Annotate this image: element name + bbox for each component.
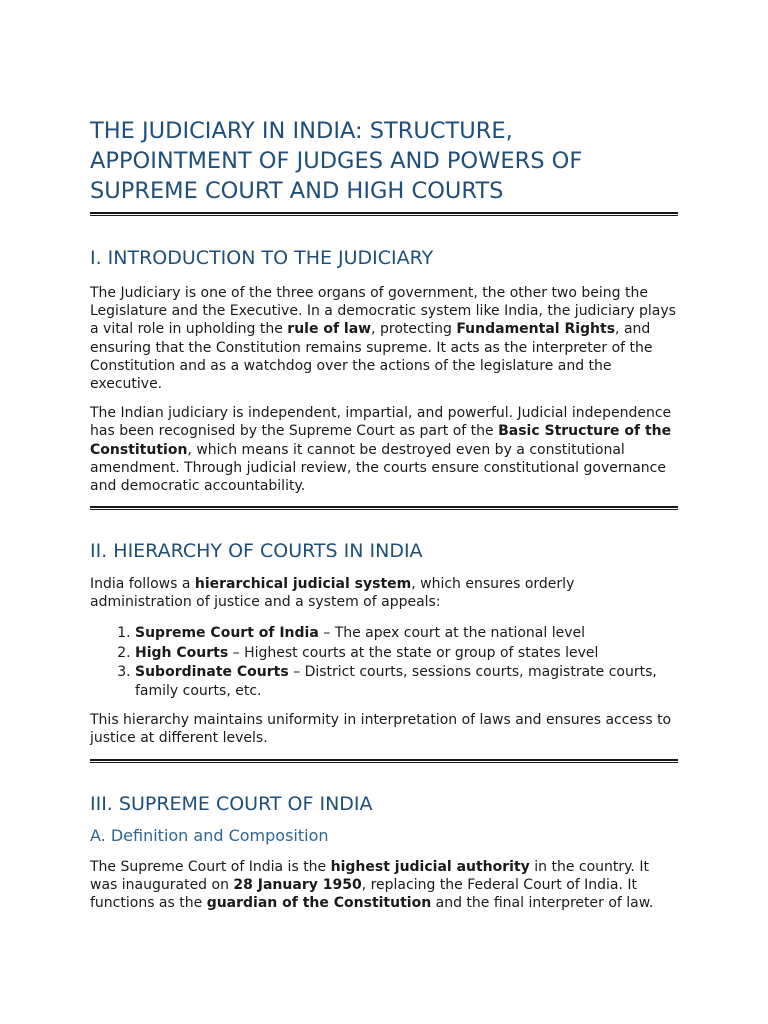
text-run: India follows a: [90, 576, 195, 593]
list-item-text: – District courts, sessions courts, magistrate courts, family courts, etc.: [135, 663, 657, 699]
list-item: [135, 663, 680, 701]
hierarchy-intro-paragraph: [90, 575, 680, 611]
text-run: in the country. It was inaugurated on: [90, 859, 649, 894]
subsection-heading-definition: A. Definition and Composition: [90, 826, 329, 846]
bold-term-inauguration-date: 28 January 1950: [233, 877, 362, 894]
text-run: , protecting: [371, 321, 457, 338]
section-divider: [90, 506, 678, 510]
text-run: , replacing the Federal Court of India. It functions as the: [90, 877, 638, 912]
text-run: , and ensuring that the Constitution remains supreme. It acts as the interpreter of the Constitution and as a watchdog over the actions of the legislature and the executive.: [90, 321, 653, 393]
document-title: THE JUDICIARY IN INDIA: STRUCTURE, APPOINTMENT OF JUDGES AND POWERS OF SUPREME COURT AND HIGH COURTS: [90, 118, 583, 204]
list-item-text: – The apex court at the national level: [318, 624, 586, 641]
section-heading-introduction: I. INTRODUCTION TO THE JUDICIARY: [90, 247, 434, 269]
bold-term-guardian: guardian of the Constitution: [206, 895, 432, 912]
bold-term-rule-of-law: rule of law: [287, 321, 372, 338]
bold-term-hierarchical-system: hierarchical judicial system: [194, 576, 412, 593]
supreme-court-paragraph: [90, 858, 680, 913]
hierarchy-outro-paragraph: This hierarchy maintains uniformity in interpretation of laws and ensures access to justice at different levels.: [90, 711, 672, 746]
list-item: [135, 623, 680, 643]
text-run: , which ensures orderly administration of justice and a system of appeals:: [90, 576, 575, 611]
intro-paragraph-1: [90, 284, 680, 393]
list-item-bold: Supreme Court of India: [135, 624, 319, 641]
bold-term-highest-authority: highest judicial authority: [330, 859, 530, 876]
intro-paragraph-2: [90, 404, 680, 495]
text-run: The Indian judiciary is independent, impartial, and powerful. Judicial independence has been recognised by the Supreme Court as part of the: [90, 405, 672, 440]
section-heading-supreme-court: III. SUPREME COURT OF INDIA: [90, 793, 373, 816]
list-item: [135, 643, 680, 663]
bold-term-fundamental-rights: Fundamental Rights: [456, 321, 616, 338]
text-run: and the final interpreter of law.: [431, 895, 654, 912]
text-run: The Judiciary is one of the three organs of government, the other two being the Legislature and the Executive. In a democratic system like India, the judiciary plays a vital role in upholding the: [90, 285, 676, 338]
text-run: The Supreme Court of India is the: [90, 859, 331, 876]
document-page: [90, 116, 680, 913]
court-hierarchy-list: [90, 623, 680, 701]
list-item-text: – Highest courts at the state or group of states level: [228, 644, 599, 661]
title-divider: [90, 212, 678, 216]
list-item-bold: High Courts: [135, 644, 229, 661]
list-item-bold: Subordinate Courts: [135, 663, 289, 680]
text-run: , which means it cannot be destroyed even by a constitutional amendment. Through judicial review, the courts ensure constitutional governance and democratic accountability.: [90, 441, 666, 495]
bold-term-basic-structure: Basic Structure of the Constitution: [90, 423, 672, 458]
section-heading-hierarchy: II. HIERARCHY OF COURTS IN INDIA: [90, 540, 423, 563]
section-divider: [90, 759, 678, 763]
